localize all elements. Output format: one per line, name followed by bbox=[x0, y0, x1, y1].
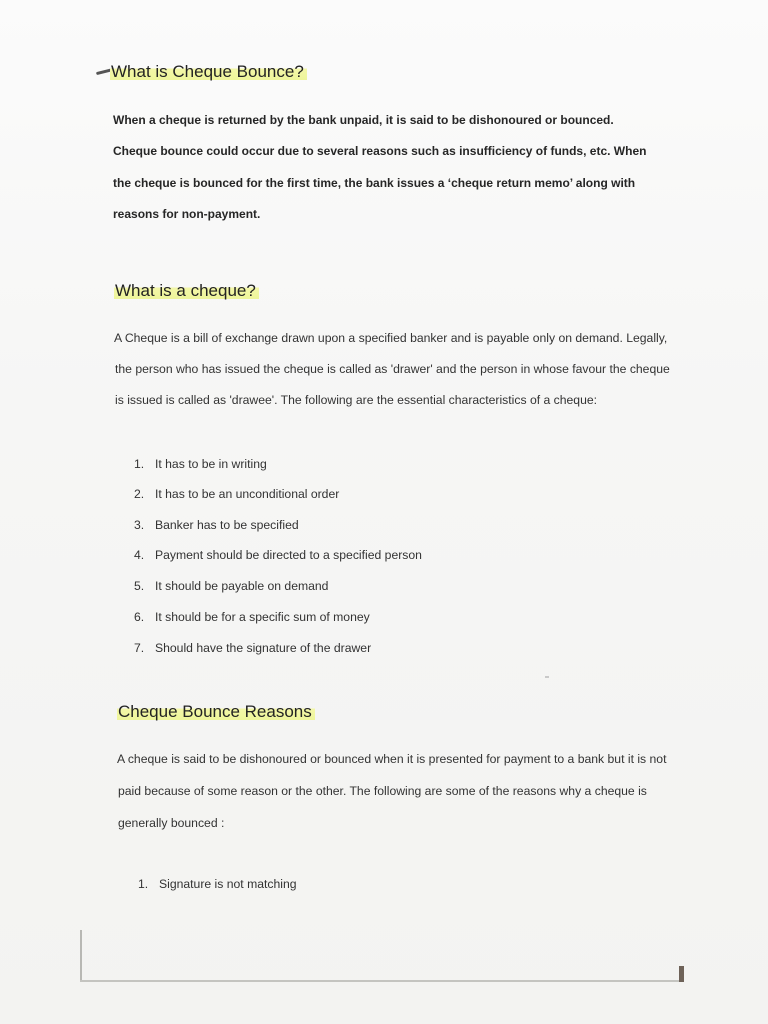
list-text: Payment should be directed to a specified person bbox=[155, 548, 422, 562]
paragraph-line: Cheque bounce could occur due to several reasons such as insufficiency of funds, etc. When bbox=[113, 144, 647, 158]
list-number: 6. bbox=[134, 610, 145, 624]
paragraph-line: paid because of some reason or the other. The following are some of the reasons why a cheque is bbox=[118, 784, 647, 798]
section-heading-what-is-cheque bbox=[114, 281, 259, 301]
list-number: 4. bbox=[134, 548, 145, 562]
page-edge-left bbox=[80, 930, 82, 982]
list-text: Should have the signature of the drawer bbox=[155, 641, 372, 655]
list-item bbox=[134, 548, 422, 562]
list-text: It should be for a specific sum of money bbox=[155, 610, 370, 624]
list-item bbox=[134, 579, 328, 593]
list-item bbox=[134, 487, 339, 501]
paper-speck bbox=[545, 676, 549, 678]
heading-text: What is a cheque? bbox=[114, 281, 259, 300]
page-edge-corner bbox=[679, 966, 684, 982]
list-number: 1. bbox=[138, 877, 149, 891]
list-item bbox=[134, 457, 267, 471]
paragraph-line: the cheque is bounced for the first time, the bank issues a ‘cheque return memo’ along with bbox=[113, 176, 636, 190]
list-text: It should be payable on demand bbox=[155, 579, 329, 593]
paragraph-line: A Cheque is a bill of exchange drawn upon a specified banker and is payable only on demand. Legally, bbox=[114, 331, 668, 345]
list-number: 1. bbox=[134, 457, 145, 471]
paragraph-line: is issued is called as 'drawee'. The following are the essential characteristics of a cheque: bbox=[115, 393, 598, 407]
list-number: 2. bbox=[134, 487, 145, 501]
paragraph-line: When a cheque is returned by the bank unpaid, it is said to be dishonoured or bounced. bbox=[113, 113, 614, 127]
paragraph-line: reasons for non-payment. bbox=[113, 207, 261, 221]
list-item bbox=[134, 610, 370, 624]
heading-text: Cheque Bounce Reasons bbox=[117, 702, 315, 721]
list-text: It has to be in writing bbox=[155, 457, 267, 471]
section-heading-bounce-reasons bbox=[117, 702, 315, 722]
list-number: 3. bbox=[134, 518, 145, 532]
section-heading-cheque-bounce bbox=[110, 62, 307, 82]
list-text: It has to be an unconditional order bbox=[155, 487, 340, 501]
list-number: 7. bbox=[134, 641, 145, 655]
paragraph-line: A cheque is said to be dishonoured or bounced when it is presented for payment to a bank but it is not bbox=[117, 752, 667, 766]
list-number: 5. bbox=[134, 579, 145, 593]
paragraph-line: the person who has issued the cheque is called as 'drawer' and the person in whose favour the cheque bbox=[115, 362, 670, 376]
list-item bbox=[134, 641, 371, 655]
list-text: Banker has to be specified bbox=[155, 518, 299, 532]
paragraph-line: generally bounced : bbox=[118, 816, 225, 830]
list-item bbox=[138, 877, 297, 891]
heading-text: What is Cheque Bounce? bbox=[110, 62, 307, 81]
list-text: Signature is not matching bbox=[159, 877, 297, 891]
page-edge-bottom bbox=[80, 980, 684, 982]
list-item bbox=[134, 518, 299, 532]
